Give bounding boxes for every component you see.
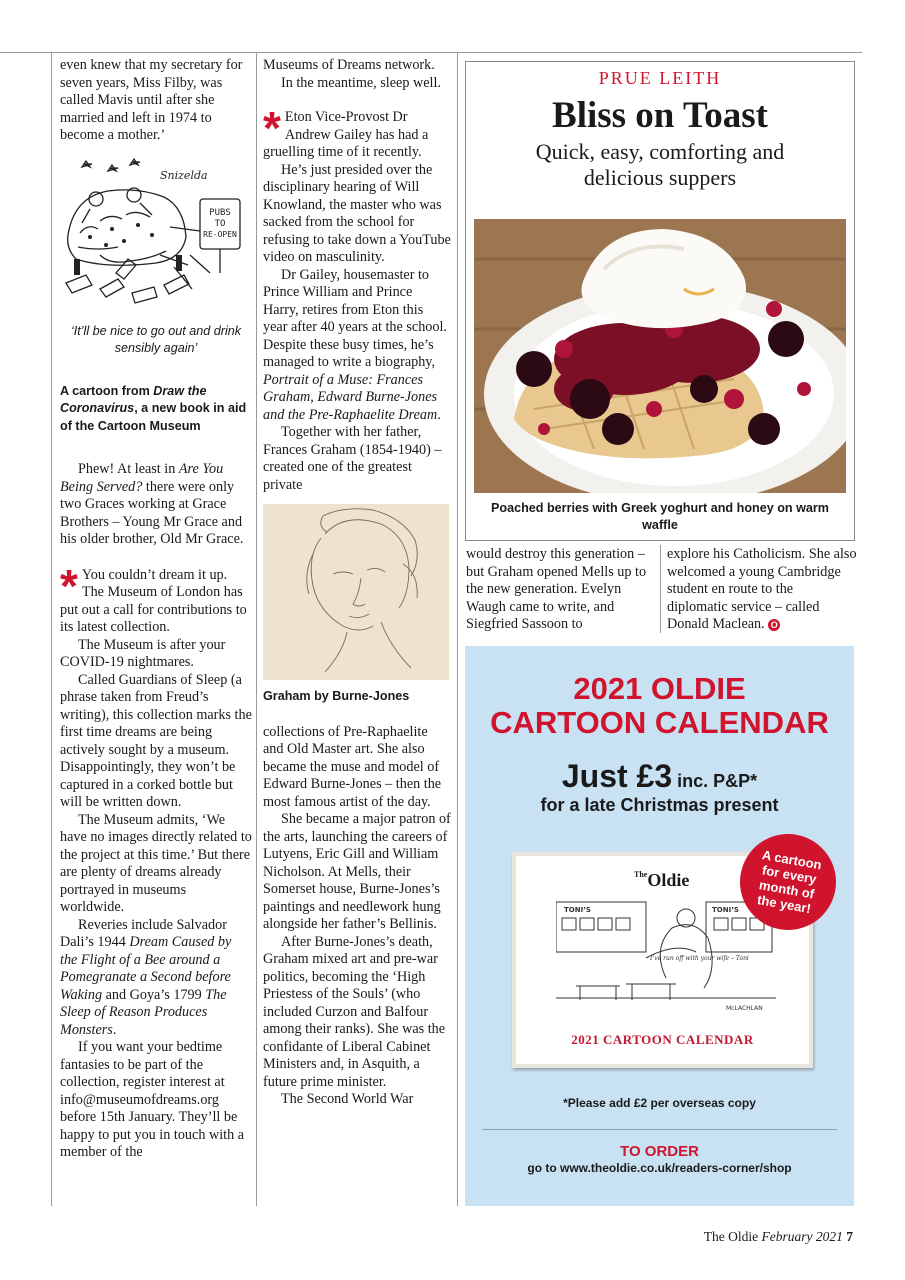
svg-text:TO: TO: [214, 218, 226, 229]
paragraph: Dr Gailey, housemaster to Prince William and Prince Harry, retires from Eton this year after 40 years at the school. Despite these busy times, he’s managed to write a biography, Portrait of a Muse: Frances Graham, Edward Burne-Jones and the Pre-Raphaelite Dream.: [263, 266, 447, 423]
column-rule-left: [51, 52, 52, 1206]
paragraph: Museums of Dreams network.: [263, 57, 435, 73]
asterisk-icon: *: [263, 102, 281, 154]
cover-caption: 2021 CARTOON CALENDAR: [571, 1032, 754, 1047]
drawing-caption: Graham by Burne-Jones: [263, 689, 410, 703]
calendar-advert: [465, 646, 854, 1206]
photo-caption: Poached berries with Greek yoghurt and honey on warm waffle: [490, 501, 829, 532]
order-link[interactable]: go to www.theoldie.co.uk/readers-corner/shop: [527, 1161, 792, 1175]
page-footer: The Oldie February 2021 7: [703, 1229, 853, 1244]
paragraph: The Museum admits, ‘We have no images directly related to the project at this time.’ But there are plenty of dreams already portrayed in museums worldwide.: [60, 811, 252, 915]
column-rule: [256, 52, 257, 1206]
paragraph: The Second World War: [281, 1091, 414, 1107]
top-rule: [0, 52, 862, 53]
burne-jones-drawing: [263, 504, 449, 680]
cartoon-caption: ‘It’ll be nice to go out and drink sensibly again’: [70, 323, 242, 355]
paragraph: He’s just presided over the disciplinary hearing of Will Knowland, the master who was sacked from the school for refusing to take down a YouTube video on masculinity.: [263, 161, 451, 265]
promo-title: Bliss on Toast: [552, 95, 768, 136]
cover-logo: $^{The}$Oldie: [634, 870, 690, 890]
cartoon-pubs-reopen: [60, 155, 252, 315]
cover-cartoon: [556, 898, 776, 1018]
paragraph: After Burne-Jones’s death, Graham mixed art and pre-war politics, becoming the ‘High Priestess of the Souls’ (who included Curzon and Balfour among their ranks). She was the confidante of Liberal Cabinet Ministers and, in Asquith, a future prime minister.: [263, 933, 446, 1090]
waffle-photo: [474, 219, 846, 493]
svg-text:PUBS: PUBS: [209, 207, 231, 218]
ad-price: Just £3 inc. P&P*: [561, 758, 758, 794]
paragraph: The Museum is after your COVID-19 nightmares.: [60, 636, 226, 670]
svg-text:RE-OPEN: RE-OPEN: [203, 229, 237, 239]
svg-text:McLACHLAN: McLACHLAN: [726, 1005, 763, 1012]
promo-badge: A cartoon for every month of the year!: [732, 826, 843, 937]
paragraph: If you want your bedtime fantasies to be part of the collection, register interest at info@museumofdreams.org before 15th January. They’ll be happy to put you in touch with a member of the: [60, 1039, 245, 1160]
column-4: [667, 546, 857, 634]
paragraph: In the meantime, sleep well.: [281, 74, 441, 91]
ad-tagline: for a late Christmas present: [540, 795, 779, 815]
paragraph-with-star: * Eton Vice-Provost Dr Andrew Gailey has had a gruelling time of it recently.: [263, 102, 429, 160]
ad-divider: [482, 1129, 837, 1130]
paragraph: She became a major patron of the arts, launching the careers of Lutyens, Eric Gill and William Nicholson. At Mells, their Somerset house, Burne-Jones’s paintings and needlework hung alongside her father’s Bellinis.: [263, 811, 451, 932]
column-rule: [660, 545, 661, 633]
svg-text:TONI’S: TONI’S: [712, 906, 739, 914]
cartoon-credit: A cartoon from Draw the Coronavirus, a new book in aid of the Cartoon Museum: [60, 383, 247, 433]
portrait-sketch: [263, 504, 449, 680]
promo-subtitle: Quick, easy, comforting and delicious suppers: [535, 139, 785, 190]
column-rule: [457, 52, 458, 1206]
svg-text:Snizelda: Snizelda: [160, 168, 208, 182]
overseas-note: *Please add £2 per overseas copy: [563, 1096, 756, 1110]
paragraph: would destroy this generation – but Graham opened Mells up to the new generation. Evelyn Waugh came to write, and Siegfried Sassoon to: [466, 546, 647, 632]
svg-text:TONI’S: TONI’S: [564, 906, 591, 914]
paragraph: collections of Pre-Raphaelite and Old Master art. She also became the muse and model of Edward Burne-Jones – then the most famous artist of the day.: [263, 723, 442, 810]
column-1: [60, 57, 252, 1162]
paragraph: Called Guardians of Sleep (a phrase taken from Freud’s writing), this collection marks the first time dreams are being actively sought by a museum. Disappointingly, they won’t be captured in a corked bottle but will be written down.: [60, 671, 252, 810]
ad-title-1: 2021 OLDIE: [573, 671, 746, 706]
paragraph: Phew! At least in Are You Being Served? there were only two Graces working at Grace Brothers – Young Mr Grace and his older brother, Old Mr Grace.: [60, 461, 244, 547]
berries-waffle-image: [474, 219, 846, 493]
oldie-end-mark-icon: O: [768, 619, 780, 631]
paragraph: Reveries include Salvador Dali’s 1944 Dream Caused by the Flight of a Bee around a Pomegranate a Second before Waking and Goya’s 1799 The Sleep of Reason Produces Monsters.: [60, 916, 232, 1038]
book-promo-box: [465, 61, 855, 541]
order-heading: TO ORDER: [620, 1143, 699, 1160]
paragraph-with-star: * You couldn’t dream it up. The Museum of London has put out a call for contributions to its latest collection.: [60, 559, 247, 635]
paragraph: even knew that my secretary for seven years, Miss Filby, was called Mavis until after she married and left in 1974 to become a mother.’: [60, 57, 243, 143]
promo-author: PRUE LEITH: [598, 68, 722, 88]
paragraph: Together with her father, Frances Graham (1854-1940) – created one of the greatest private: [263, 424, 442, 493]
paragraph: explore his Catholicism. She also welcomed a young Cambridge student en route to the diplomatic service – called Donald Maclean. O: [667, 546, 857, 632]
column-3: [466, 546, 654, 634]
cartoon-drawing: [60, 155, 252, 315]
svg-text:I’ve run off with your wife –: I’ve run off with your wife – Toni: [650, 955, 749, 962]
column-2: [263, 57, 451, 1109]
ad-title-2: CARTOON CALENDAR: [490, 705, 829, 740]
asterisk-icon: *: [60, 559, 78, 612]
